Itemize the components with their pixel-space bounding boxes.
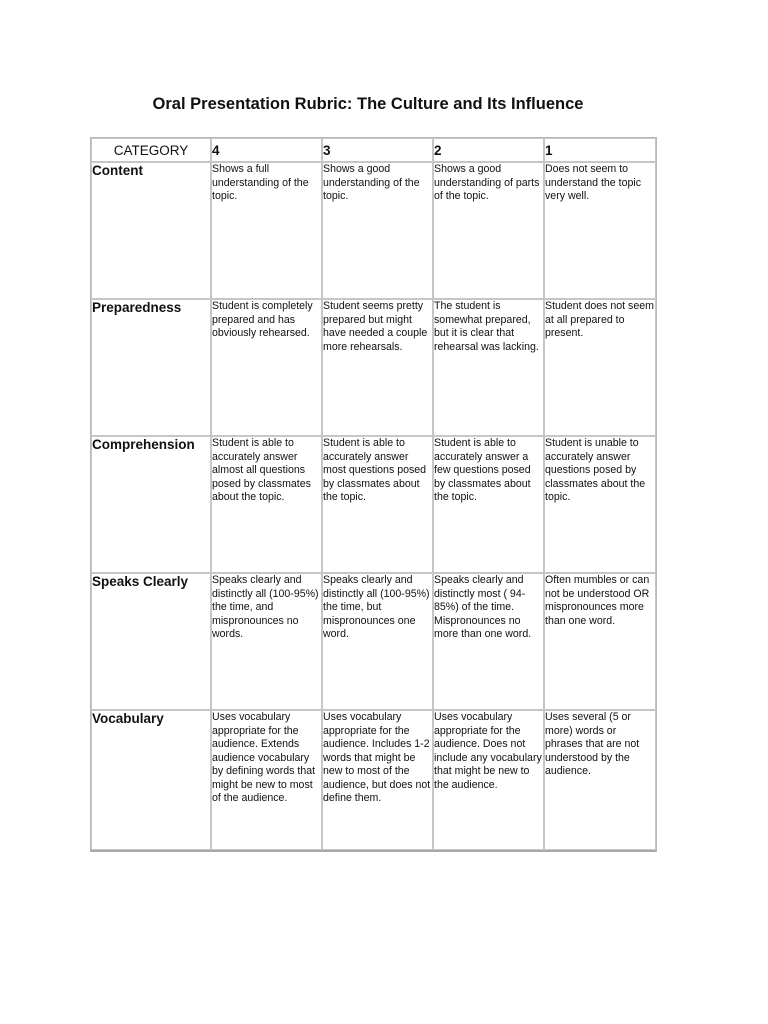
- rubric-cell: Speaks clearly and distinctly all (100-95%) the time, but mispronounces one word.: [322, 573, 433, 710]
- rubric-table: [90, 137, 657, 852]
- rubric-cell: Student is unable to accurately answer questions posed by classmates about the topic.: [544, 436, 656, 573]
- rubric-cell: Student does not seem at all prepared to present.: [544, 299, 656, 436]
- row-category: Content: [91, 162, 211, 299]
- rubric-cell: Student is completely prepared and has obviously rehearsed.: [211, 299, 322, 436]
- rubric-cell: Uses several (5 or more) words or phrases that are not understood by the audience.: [544, 710, 656, 850]
- header-score-2: 2: [433, 138, 544, 162]
- rubric-cell: Student seems pretty prepared but might have needed a couple more rehearsals.: [322, 299, 433, 436]
- rubric-cell: Often mumbles or can not be understood OR mispronounces more than one word.: [544, 573, 656, 710]
- row-category: Preparedness: [91, 299, 211, 436]
- table-row: [91, 436, 656, 573]
- row-category: Vocabulary: [91, 710, 211, 850]
- rubric-cell: Speaks clearly and distinctly most ( 94-85%) of the time. Mispronounces no more than one word.: [433, 573, 544, 710]
- rubric-cell: Student is able to accurately answer most questions posed by classmates about the topic.: [322, 436, 433, 573]
- rubric-cell: Shows a good understanding of the topic.: [322, 162, 433, 299]
- header-row: [91, 138, 656, 162]
- rubric-cell: Speaks clearly and distinctly all (100-95%) the time, and mispronounces no words.: [211, 573, 322, 710]
- table-row: [91, 162, 656, 299]
- rubric-cell: Student is able to accurately answer almost all questions posed by classmates about the topic.: [211, 436, 322, 573]
- header-score-3: 3: [322, 138, 433, 162]
- rubric-cell: The student is somewhat prepared, but it is clear that rehearsal was lacking.: [433, 299, 544, 436]
- header-score-1: 1: [544, 138, 656, 162]
- table-row: [91, 299, 656, 436]
- row-category: Speaks Clearly: [91, 573, 211, 710]
- rubric-cell: Shows a good understanding of parts of the topic.: [433, 162, 544, 299]
- rubric-cell: Uses vocabulary appropriate for the audience. Does not include any vocabulary that might be new to the audience.: [433, 710, 544, 850]
- table-row: [91, 710, 656, 850]
- header-score-4: 4: [211, 138, 322, 162]
- rubric-cell: Uses vocabulary appropriate for the audience. Extends audience vocabulary by defining words that might be new to most of the audience.: [211, 710, 322, 850]
- page-title: Oral Presentation Rubric: The Culture and Its Influence: [152, 95, 584, 113]
- header-category: CATEGORY: [91, 138, 211, 162]
- row-category: Comprehension: [91, 436, 211, 573]
- rubric-cell: Student is able to accurately answer a few questions posed by classmates about the topic.: [433, 436, 544, 573]
- table-row: [91, 573, 656, 710]
- rubric-cell: Uses vocabulary appropriate for the audience. Includes 1-2 words that might be new to most of the audience, but does not define them.: [322, 710, 433, 850]
- rubric-cell: Does not seem to understand the topic very well.: [544, 162, 656, 299]
- rubric-cell: Shows a full understanding of the topic.: [211, 162, 322, 299]
